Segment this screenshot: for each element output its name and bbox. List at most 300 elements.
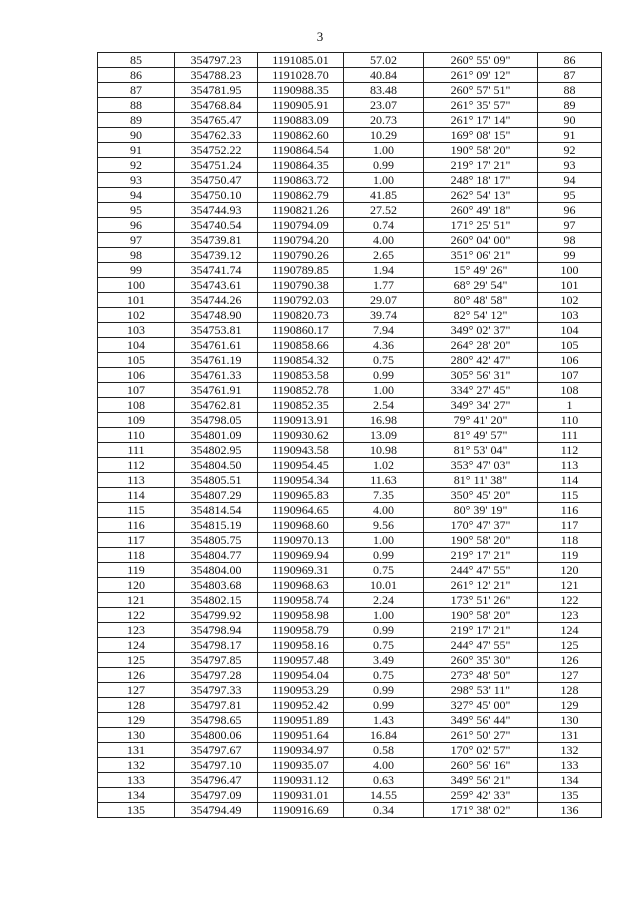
y-coordinate-cell: 1190820.73 (258, 308, 344, 323)
point-number-cell: 91 (98, 143, 175, 158)
table-row (98, 518, 602, 533)
x-coordinate-cell: 354797.09 (175, 788, 258, 803)
x-coordinate-cell: 354750.47 (175, 173, 258, 188)
x-coordinate-cell: 354797.81 (175, 698, 258, 713)
next-point-cell: 127 (538, 668, 602, 683)
next-point-cell: 108 (538, 383, 602, 398)
table-row (98, 443, 602, 458)
bearing-cell: 261° 09' 12" (424, 68, 538, 83)
point-number-cell: 111 (98, 443, 175, 458)
distance-cell: 1.43 (344, 713, 424, 728)
point-number-cell: 108 (98, 398, 175, 413)
point-number-cell: 114 (98, 488, 175, 503)
next-point-cell: 131 (538, 728, 602, 743)
x-coordinate-cell: 354751.24 (175, 158, 258, 173)
point-number-cell: 89 (98, 113, 175, 128)
table-row (98, 668, 602, 683)
distance-cell: 0.99 (344, 158, 424, 173)
x-coordinate-cell: 354798.05 (175, 413, 258, 428)
next-point-cell: 134 (538, 773, 602, 788)
bearing-cell: 81° 49' 57" (424, 428, 538, 443)
x-coordinate-cell: 354807.29 (175, 488, 258, 503)
point-number-cell: 124 (98, 638, 175, 653)
table-row (98, 158, 602, 173)
bearing-cell: 219° 17' 21" (424, 623, 538, 638)
bearing-cell: 260° 55' 09" (424, 53, 538, 68)
x-coordinate-cell: 354740.54 (175, 218, 258, 233)
y-coordinate-cell: 1190951.64 (258, 728, 344, 743)
point-number-cell: 129 (98, 713, 175, 728)
distance-cell: 0.99 (344, 623, 424, 638)
table-row (98, 578, 602, 593)
x-coordinate-cell: 354761.61 (175, 338, 258, 353)
distance-cell: 4.36 (344, 338, 424, 353)
bearing-cell: 273° 48' 50" (424, 668, 538, 683)
x-coordinate-cell: 354744.93 (175, 203, 258, 218)
point-number-cell: 120 (98, 578, 175, 593)
table-row (98, 233, 602, 248)
next-point-cell: 120 (538, 563, 602, 578)
bearing-cell: 261° 35' 57" (424, 98, 538, 113)
table-row (98, 548, 602, 563)
distance-cell: 0.75 (344, 638, 424, 653)
y-coordinate-cell: 1190860.17 (258, 323, 344, 338)
table-row (98, 788, 602, 803)
page-number: 3 (316, 29, 324, 44)
table-row (98, 368, 602, 383)
x-coordinate-cell: 354741.74 (175, 263, 258, 278)
bearing-cell: 248° 18' 17" (424, 173, 538, 188)
next-point-cell: 95 (538, 188, 602, 203)
bearing-cell: 80° 48' 58" (424, 293, 538, 308)
x-coordinate-cell: 354804.77 (175, 548, 258, 563)
y-coordinate-cell: 1190852.78 (258, 383, 344, 398)
next-point-cell: 130 (538, 713, 602, 728)
table-body (98, 53, 602, 818)
next-point-cell: 125 (538, 638, 602, 653)
distance-cell: 57.02 (344, 53, 424, 68)
point-number-cell: 125 (98, 653, 175, 668)
bearing-cell: 260° 04' 00" (424, 233, 538, 248)
point-number-cell: 117 (98, 533, 175, 548)
y-coordinate-cell: 1190794.20 (258, 233, 344, 248)
table-row (98, 698, 602, 713)
point-number-cell: 132 (98, 758, 175, 773)
point-number-cell: 90 (98, 128, 175, 143)
distance-cell: 10.29 (344, 128, 424, 143)
point-number-cell: 85 (98, 53, 175, 68)
y-coordinate-cell: 1190968.60 (258, 518, 344, 533)
point-number-cell: 95 (98, 203, 175, 218)
next-point-cell: 111 (538, 428, 602, 443)
distance-cell: 10.01 (344, 578, 424, 593)
distance-cell: 1.00 (344, 173, 424, 188)
point-number-cell: 112 (98, 458, 175, 473)
table-row (98, 473, 602, 488)
table-row (98, 713, 602, 728)
x-coordinate-cell: 354761.19 (175, 353, 258, 368)
table-row (98, 128, 602, 143)
table-row (98, 593, 602, 608)
table-row (98, 758, 602, 773)
x-coordinate-cell: 354743.61 (175, 278, 258, 293)
point-number-cell: 118 (98, 548, 175, 563)
x-coordinate-cell: 354802.95 (175, 443, 258, 458)
next-point-cell: 103 (538, 308, 602, 323)
bearing-cell: 353° 47' 03" (424, 458, 538, 473)
next-point-cell: 1 (538, 398, 602, 413)
point-number-cell: 106 (98, 368, 175, 383)
next-point-cell: 119 (538, 548, 602, 563)
next-point-cell: 102 (538, 293, 602, 308)
distance-cell: 16.98 (344, 413, 424, 428)
y-coordinate-cell: 1190789.85 (258, 263, 344, 278)
bearing-cell: 349° 56' 21" (424, 773, 538, 788)
next-point-cell: 104 (538, 323, 602, 338)
table-row (98, 293, 602, 308)
table-row (98, 278, 602, 293)
table-row (98, 173, 602, 188)
x-coordinate-cell: 354804.00 (175, 563, 258, 578)
y-coordinate-cell: 1190970.13 (258, 533, 344, 548)
point-number-cell: 99 (98, 263, 175, 278)
next-point-cell: 110 (538, 413, 602, 428)
bearing-cell: 260° 57' 51" (424, 83, 538, 98)
table-row (98, 68, 602, 83)
y-coordinate-cell: 1190930.62 (258, 428, 344, 443)
y-coordinate-cell: 1190863.72 (258, 173, 344, 188)
y-coordinate-cell: 1190913.91 (258, 413, 344, 428)
table-row (98, 563, 602, 578)
y-coordinate-cell: 1190934.97 (258, 743, 344, 758)
next-point-cell: 117 (538, 518, 602, 533)
table-row (98, 413, 602, 428)
y-coordinate-cell: 1190905.91 (258, 98, 344, 113)
distance-cell: 0.99 (344, 548, 424, 563)
table-row (98, 803, 602, 818)
point-number-cell: 105 (98, 353, 175, 368)
bearing-cell: 298° 53' 11" (424, 683, 538, 698)
distance-cell: 1.00 (344, 533, 424, 548)
next-point-cell: 87 (538, 68, 602, 83)
next-point-cell: 129 (538, 698, 602, 713)
y-coordinate-cell: 1190957.48 (258, 653, 344, 668)
x-coordinate-cell: 354768.84 (175, 98, 258, 113)
y-coordinate-cell: 1190790.26 (258, 248, 344, 263)
x-coordinate-cell: 354797.67 (175, 743, 258, 758)
table-row (98, 773, 602, 788)
point-number-cell: 94 (98, 188, 175, 203)
y-coordinate-cell: 1190953.29 (258, 683, 344, 698)
y-coordinate-cell: 1190931.12 (258, 773, 344, 788)
distance-cell: 13.09 (344, 428, 424, 443)
distance-cell: 40.84 (344, 68, 424, 83)
bearing-cell: 80° 39' 19" (424, 503, 538, 518)
distance-cell: 0.34 (344, 803, 424, 818)
next-point-cell: 135 (538, 788, 602, 803)
point-number-cell: 134 (98, 788, 175, 803)
point-number-cell: 86 (98, 68, 175, 83)
distance-cell: 0.99 (344, 683, 424, 698)
bearing-cell: 260° 56' 16" (424, 758, 538, 773)
point-number-cell: 131 (98, 743, 175, 758)
coordinates-table (97, 52, 602, 818)
bearing-cell: 327° 45' 00" (424, 698, 538, 713)
point-number-cell: 110 (98, 428, 175, 443)
x-coordinate-cell: 354797.10 (175, 758, 258, 773)
bearing-cell: 219° 17' 21" (424, 158, 538, 173)
y-coordinate-cell: 1190790.38 (258, 278, 344, 293)
y-coordinate-cell: 1190883.09 (258, 113, 344, 128)
distance-cell: 4.00 (344, 758, 424, 773)
table-row (98, 428, 602, 443)
bearing-cell: 334° 27' 45" (424, 383, 538, 398)
y-coordinate-cell: 1190864.54 (258, 143, 344, 158)
distance-cell: 41.85 (344, 188, 424, 203)
x-coordinate-cell: 354799.92 (175, 608, 258, 623)
point-number-cell: 87 (98, 83, 175, 98)
bearing-cell: 219° 17' 21" (424, 548, 538, 563)
next-point-cell: 136 (538, 803, 602, 818)
x-coordinate-cell: 354762.81 (175, 398, 258, 413)
y-coordinate-cell: 1191085.01 (258, 53, 344, 68)
distance-cell: 83.48 (344, 83, 424, 98)
bearing-cell: 351° 06' 21" (424, 248, 538, 263)
point-number-cell: 133 (98, 773, 175, 788)
x-coordinate-cell: 354800.06 (175, 728, 258, 743)
next-point-cell: 93 (538, 158, 602, 173)
x-coordinate-cell: 354796.47 (175, 773, 258, 788)
y-coordinate-cell: 1190794.09 (258, 218, 344, 233)
next-point-cell: 114 (538, 473, 602, 488)
table-row (98, 83, 602, 98)
bearing-cell: 262° 54' 13" (424, 188, 538, 203)
y-coordinate-cell: 1190858.66 (258, 338, 344, 353)
bearing-cell: 349° 02' 37" (424, 323, 538, 338)
x-coordinate-cell: 354805.51 (175, 473, 258, 488)
bearing-cell: 68° 29' 54" (424, 278, 538, 293)
y-coordinate-cell: 1190854.32 (258, 353, 344, 368)
point-number-cell: 127 (98, 683, 175, 698)
table-row (98, 203, 602, 218)
distance-cell: 1.00 (344, 608, 424, 623)
bearing-cell: 244° 47' 55" (424, 563, 538, 578)
x-coordinate-cell: 354801.09 (175, 428, 258, 443)
x-coordinate-cell: 354739.12 (175, 248, 258, 263)
x-coordinate-cell: 354765.47 (175, 113, 258, 128)
y-coordinate-cell: 1190958.74 (258, 593, 344, 608)
table-row (98, 533, 602, 548)
bearing-cell: 259° 42' 33" (424, 788, 538, 803)
y-coordinate-cell: 1190951.89 (258, 713, 344, 728)
table-row (98, 728, 602, 743)
point-number-cell: 101 (98, 293, 175, 308)
distance-cell: 0.74 (344, 218, 424, 233)
x-coordinate-cell: 354752.22 (175, 143, 258, 158)
bearing-cell: 261° 12' 21" (424, 578, 538, 593)
x-coordinate-cell: 354753.81 (175, 323, 258, 338)
point-number-cell: 123 (98, 623, 175, 638)
x-coordinate-cell: 354762.33 (175, 128, 258, 143)
distance-cell: 0.75 (344, 668, 424, 683)
y-coordinate-cell: 1190965.83 (258, 488, 344, 503)
table-row (98, 623, 602, 638)
y-coordinate-cell: 1190864.35 (258, 158, 344, 173)
next-point-cell: 128 (538, 683, 602, 698)
table-row (98, 683, 602, 698)
y-coordinate-cell: 1190852.35 (258, 398, 344, 413)
distance-cell: 0.99 (344, 698, 424, 713)
table-row (98, 653, 602, 668)
y-coordinate-cell: 1190969.31 (258, 563, 344, 578)
next-point-cell: 122 (538, 593, 602, 608)
distance-cell: 27.52 (344, 203, 424, 218)
table-row (98, 383, 602, 398)
point-number-cell: 130 (98, 728, 175, 743)
bearing-cell: 260° 35' 30" (424, 653, 538, 668)
point-number-cell: 98 (98, 248, 175, 263)
next-point-cell: 133 (538, 758, 602, 773)
table-row (98, 488, 602, 503)
bearing-cell: 81° 53' 04" (424, 443, 538, 458)
distance-cell: 2.65 (344, 248, 424, 263)
table-row (98, 608, 602, 623)
table-row (98, 98, 602, 113)
x-coordinate-cell: 354797.28 (175, 668, 258, 683)
x-coordinate-cell: 354794.49 (175, 803, 258, 818)
distance-cell: 0.75 (344, 563, 424, 578)
table-row (98, 353, 602, 368)
distance-cell: 10.98 (344, 443, 424, 458)
point-number-cell: 93 (98, 173, 175, 188)
y-coordinate-cell: 1190954.34 (258, 473, 344, 488)
next-point-cell: 88 (538, 83, 602, 98)
y-coordinate-cell: 1190792.03 (258, 293, 344, 308)
distance-cell: 1.77 (344, 278, 424, 293)
distance-cell: 23.07 (344, 98, 424, 113)
point-number-cell: 116 (98, 518, 175, 533)
x-coordinate-cell: 354748.90 (175, 308, 258, 323)
next-point-cell: 90 (538, 113, 602, 128)
y-coordinate-cell: 1190954.45 (258, 458, 344, 473)
x-coordinate-cell: 354788.23 (175, 68, 258, 83)
distance-cell: 7.35 (344, 488, 424, 503)
bearing-cell: 190° 58' 20" (424, 608, 538, 623)
point-number-cell: 109 (98, 413, 175, 428)
next-point-cell: 94 (538, 173, 602, 188)
next-point-cell: 86 (538, 53, 602, 68)
bearing-cell: 79° 41' 20" (424, 413, 538, 428)
bearing-cell: 173° 51' 26" (424, 593, 538, 608)
table-row (98, 53, 602, 68)
table-row (98, 458, 602, 473)
y-coordinate-cell: 1190853.58 (258, 368, 344, 383)
x-coordinate-cell: 354803.68 (175, 578, 258, 593)
distance-cell: 4.00 (344, 503, 424, 518)
next-point-cell: 126 (538, 653, 602, 668)
distance-cell: 1.00 (344, 383, 424, 398)
x-coordinate-cell: 354797.85 (175, 653, 258, 668)
table-row (98, 743, 602, 758)
bearing-cell: 169° 08' 15" (424, 128, 538, 143)
table-row (98, 263, 602, 278)
next-point-cell: 107 (538, 368, 602, 383)
x-coordinate-cell: 354761.33 (175, 368, 258, 383)
y-coordinate-cell: 1190943.58 (258, 443, 344, 458)
next-point-cell: 97 (538, 218, 602, 233)
distance-cell: 0.58 (344, 743, 424, 758)
next-point-cell: 106 (538, 353, 602, 368)
next-point-cell: 98 (538, 233, 602, 248)
point-number-cell: 135 (98, 803, 175, 818)
y-coordinate-cell: 1190931.01 (258, 788, 344, 803)
table-row (98, 338, 602, 353)
bearing-cell: 190° 58' 20" (424, 533, 538, 548)
distance-cell: 20.73 (344, 113, 424, 128)
next-point-cell: 89 (538, 98, 602, 113)
distance-cell: 2.24 (344, 593, 424, 608)
x-coordinate-cell: 354802.15 (175, 593, 258, 608)
point-number-cell: 102 (98, 308, 175, 323)
y-coordinate-cell: 1191028.70 (258, 68, 344, 83)
bearing-cell: 190° 58' 20" (424, 143, 538, 158)
next-point-cell: 96 (538, 203, 602, 218)
y-coordinate-cell: 1190958.16 (258, 638, 344, 653)
distance-cell: 7.94 (344, 323, 424, 338)
table-row (98, 323, 602, 338)
bearing-cell: 82° 54' 12" (424, 308, 538, 323)
next-point-cell: 101 (538, 278, 602, 293)
point-number-cell: 96 (98, 218, 175, 233)
distance-cell: 29.07 (344, 293, 424, 308)
bearing-cell: 261° 50' 27" (424, 728, 538, 743)
x-coordinate-cell: 354814.54 (175, 503, 258, 518)
y-coordinate-cell: 1190935.07 (258, 758, 344, 773)
x-coordinate-cell: 354798.65 (175, 713, 258, 728)
x-coordinate-cell: 354781.95 (175, 83, 258, 98)
y-coordinate-cell: 1190952.42 (258, 698, 344, 713)
x-coordinate-cell: 354797.23 (175, 53, 258, 68)
point-number-cell: 115 (98, 503, 175, 518)
bearing-cell: 170° 02' 57" (424, 743, 538, 758)
x-coordinate-cell: 354797.33 (175, 683, 258, 698)
bearing-cell: 15° 49' 26" (424, 263, 538, 278)
table-row (98, 188, 602, 203)
point-number-cell: 126 (98, 668, 175, 683)
bearing-cell: 171° 38' 02" (424, 803, 538, 818)
point-number-cell: 107 (98, 383, 175, 398)
x-coordinate-cell: 354815.19 (175, 518, 258, 533)
point-number-cell: 92 (98, 158, 175, 173)
distance-cell: 1.02 (344, 458, 424, 473)
distance-cell: 14.55 (344, 788, 424, 803)
bearing-cell: 244° 47' 55" (424, 638, 538, 653)
next-point-cell: 116 (538, 503, 602, 518)
table-row (98, 503, 602, 518)
x-coordinate-cell: 354761.91 (175, 383, 258, 398)
bearing-cell: 305° 56' 31" (424, 368, 538, 383)
x-coordinate-cell: 354805.75 (175, 533, 258, 548)
y-coordinate-cell: 1190862.60 (258, 128, 344, 143)
y-coordinate-cell: 1190862.79 (258, 188, 344, 203)
next-point-cell: 92 (538, 143, 602, 158)
bearing-cell: 280° 42' 47" (424, 353, 538, 368)
next-point-cell: 99 (538, 248, 602, 263)
next-point-cell: 132 (538, 743, 602, 758)
table-row (98, 638, 602, 653)
y-coordinate-cell: 1190958.79 (258, 623, 344, 638)
table-row (98, 113, 602, 128)
